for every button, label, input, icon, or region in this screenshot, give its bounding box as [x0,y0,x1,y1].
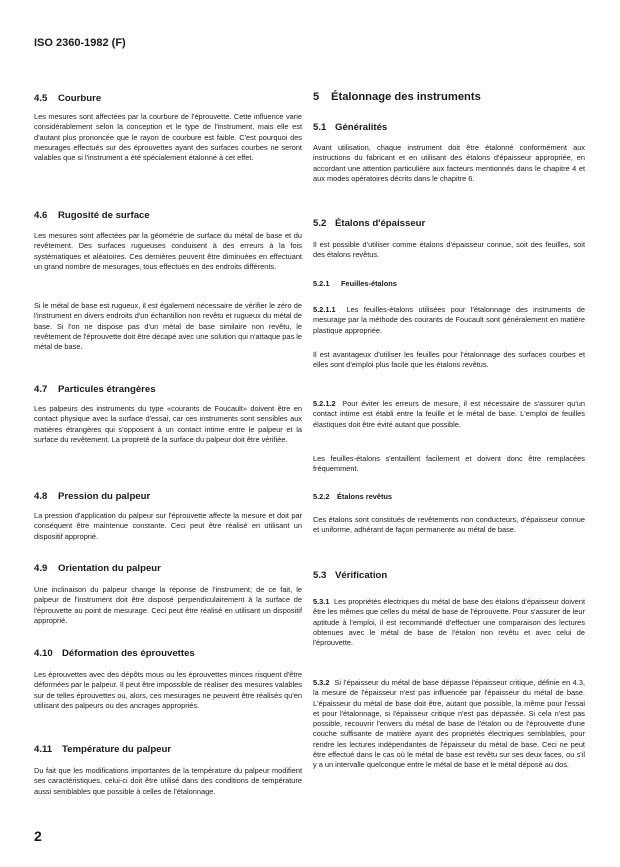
paragraph: Du fait que les modifications importantes de la température du palpeur modifient ses caractéristiques, celui-ci doit être utilisé dans des conditions de température aussi semblables que possible à celles de l'étalonnage. [34,766,302,796]
page-number: 2 [34,828,42,844]
clause-number: 5.3.1 [313,597,330,606]
section-heading: 4.5 Courbure [34,93,102,104]
section-heading: 4.7 Particules étrangères [34,384,156,395]
paragraph: Les éprouvettes avec des dépôts mous ou les éprouvettes minces risquent d'être déformées par le palpeur. Il peut être impossible de réaliser des mesures valables sur de telles éprouvettes ou, alors, ces mesurages ne peuvent être réalisés qu'en utilisant des palpeurs ou des ancrages appropriés. [34,670,302,710]
paragraph: 5.3.1 Les propriétés électriques du métal de base des étalons d'épaisseur doivent être les mêmes que celles du métal de base de l'éprouvette. Pour s'assurer de leur aptitude à l'emploi, il est recommandé d'effectuer une comparaison des lectures obtenues avec le métal de base de l'étalon non revêtu et avec celui de l'éprouvette. [313,597,585,648]
paragraph: Si le métal de base est rugueux, il est également nécessaire de vérifier le zéro de l'instrument en divers endroits d'un échantillon non revêtu et rugueux du métal de base. Si l'on ne dispose pas d'un métal de base similaire non revêtu, le revêtement de l'éprouvette doit être décapé avec une solution qui n'attaque pas le métal de base. [34,301,302,352]
subsection-heading: 5.2.2 Étalons revêtus [313,492,393,501]
chapter-heading: 5 Étalonnage des instruments [313,91,481,103]
section-heading: 4.6 Rugosité de surface [34,210,150,221]
paragraph: Les palpeurs des instruments du type «courants de Foucault» doivent être en contact physique avec la surface d'essai, car ces instruments sont sensibles aux matières étrangères qui s'opposent à un contact intime entre le palpeur et la surface du revêtement. La propreté de la surface du palpeur doit être vérifiée. [34,404,302,444]
paragraph: Les mesures sont affectées par la géométrie de surface du métal de base et du revêtement. Des surfaces rugueuses conduisent à des erreurs à la fois systématiques et aléatoires. Ces dernières peuvent être diminuées en effectuant un grand nombre de mesurages, tous effectués en des endroits différents. [34,231,302,271]
subsection-heading: 5.2.1 Feuilles-étalons [313,279,397,288]
paragraph: Il est possible d'utiliser comme étalons d'épaisseur connue, soit des feuilles, soit des étalons revêtus. [313,240,585,260]
section-heading: 4.9 Orientation du palpeur [34,563,161,574]
section-heading: 5.2 Étalons d'épaisseur [313,218,426,229]
clause-number: 5.2.1.1 [313,305,336,314]
section-heading: 4.8 Pression du palpeur [34,491,151,502]
section-heading: 4.10 Déformation des éprouvettes [34,648,195,659]
paragraph: Ces étalons sont constitués de revêtements non conducteurs, d'épaisseur connue et uniforme, adhérant de façon permanente au métal de base. [313,515,585,535]
paragraph: 5.3.2 Si l'épaisseur du métal de base dépasse l'épaisseur critique, définie en 4.3, la mesure de l'épaisseur n'est pas influencée par l'épaisseur du métal de base. L'épaisseur du métal de base doit être, autant que possible, la même pour l'essai et pour l'étalonnage, si l'épaisseur critique n'est pas dépassée. Si cela n'est pas possible, recouvrir l'envers du métal de base de l'étalon ou de l'éprouvette d'une couche suffisante de matière ayant des propriétés électriques semblables, pour rendre les lectures indépendantes de l'épaisseur du métal de base. Ceci ne peut être effectué dans le cas où le métal de base est revêtu sur ses deux faces, ou s'il y a un intervalle quelconque entre le métal de base et le métal déposé au dos. [313,678,585,770]
clause-number: 5.3.2 [313,678,330,687]
paragraph: Les mesures sont affectées par la courbure de l'éprouvette. Cette influence varie considérablement selon la conception et le type de l'instrument, mais elle est d'autant plus prononcée que le rayon de courbure est faible. C'est pourquoi des mesurages effectués sur des éprouvettes ayant des surfaces courbes ne seront valables que si l'instrument a été spécialement étalonné à cet effet. [34,112,302,163]
paragraph: Avant utilisation, chaque instrument doit être étalonné conformément aux instructions du fabricant et en utilisant des étalons d'épaisseur appropriée, en accordant une attention particulière aux facteurs mentionnés dans le chapitre 4 et aux modes opératoires décrits dans le chapitre 6. [313,143,585,183]
clause-number: 5.2.1.2 [313,399,336,408]
paragraph: 5.2.1.2 Pour éviter les erreurs de mesure, il est nécessaire de s'assurer qu'un contact intime est établi entre la feuille et le métal de base. L'emploi de feuilles élastiques doit être évité autant que possible. [313,399,585,429]
paragraph: Une inclinaison du palpeur change la réponse de l'instrument; de ce fait, le palpeur de l'instrument doit être disposé perpendiculairement à la surface de l'éprouvette au point de mesurage. Ceci peut être réalisé en utilisant un dispositif approprié. [34,585,302,625]
paragraph: 5.2.1.1 Les feuilles-étalons utilisées pour l'étalonnage des instruments de mesurage par la méthode des courants de Foucault sont généralement en matière plastique appropriée. [313,305,585,335]
document-header: ISO 2360-1982 (F) [34,37,126,49]
paragraph: La pression d'application du palpeur sur l'éprouvette affecte la mesure et doit par conséquent être maintenue constante. Ceci peut être réalisé en utilisant un dispositif approprié. [34,511,302,541]
section-heading: 4.11 Température du palpeur [34,744,172,755]
paragraph: Les feuilles-étalons s'entaillent facilement et doivent donc être remplacées fréquemment. [313,454,585,474]
paragraph: Il est avantageux d'utiliser les feuilles pour l'étalonnage des surfaces courbes et elles sont d'emploi plus facile que les étalons revêtus. [313,350,585,370]
section-heading: 5.1 Généralités [313,122,388,133]
section-heading: 5.3 Vérification [313,570,388,581]
